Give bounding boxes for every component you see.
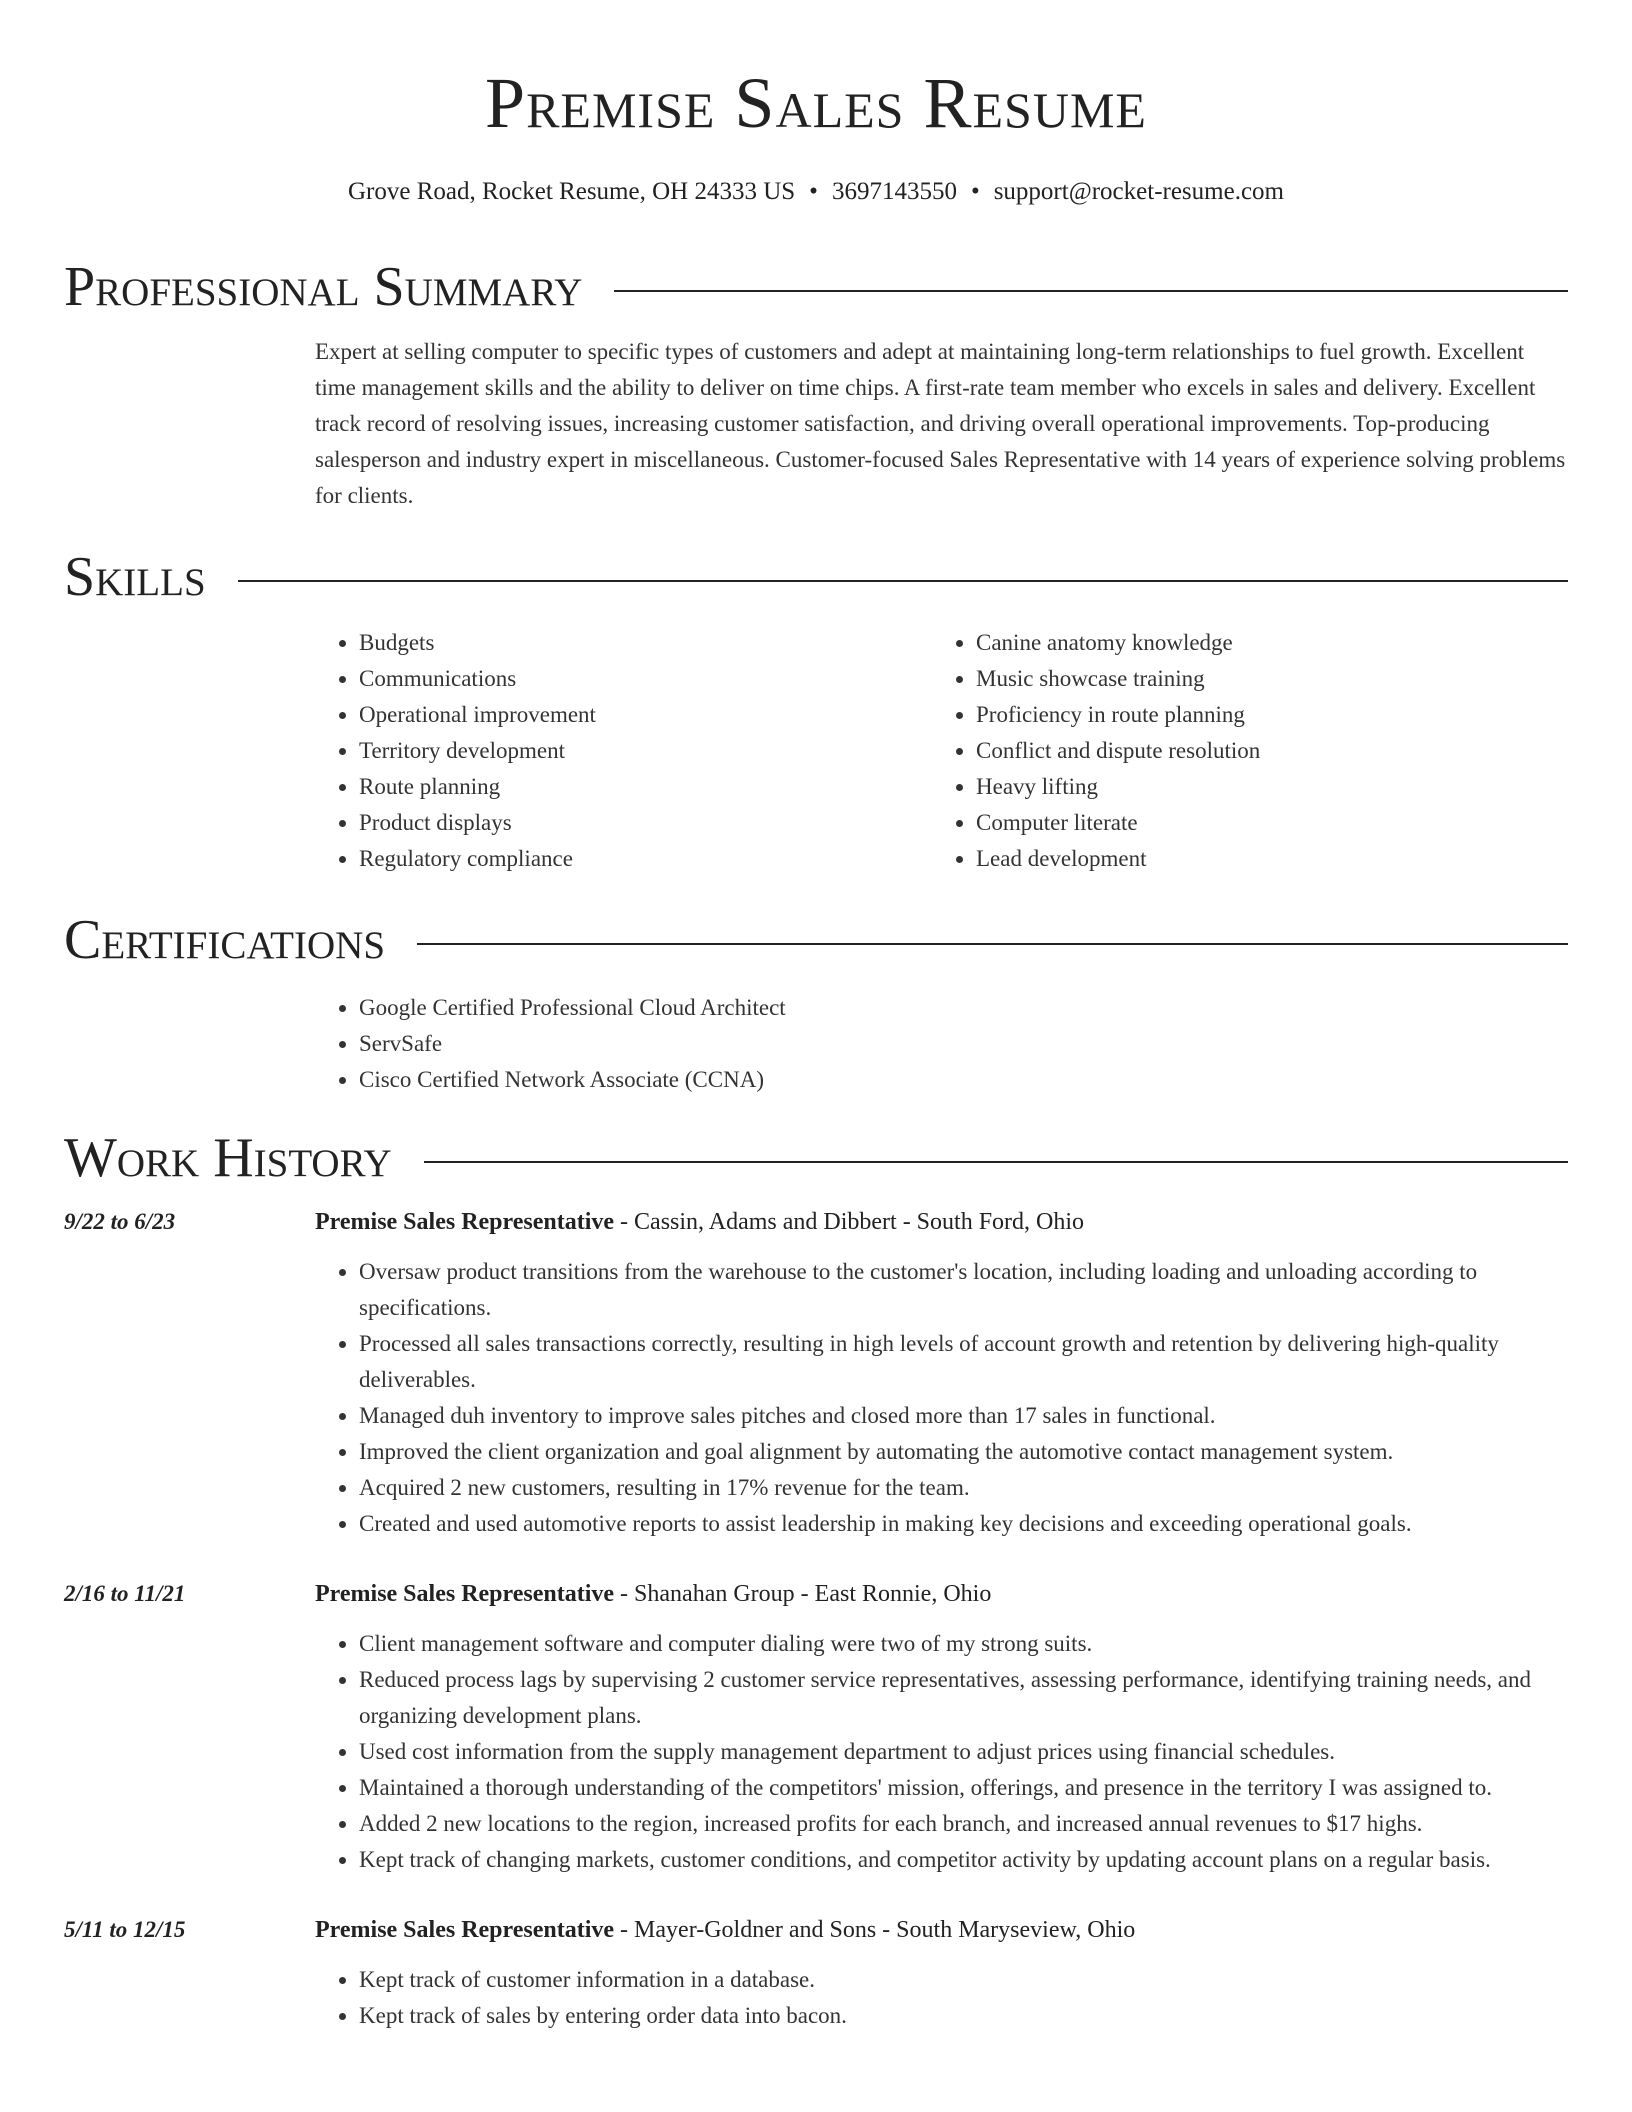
job-bullet: • Kept track of changing markets, customer conditions, and competitor activity by updating account plans on a regular basis.	[359, 1842, 1568, 1878]
job-bullet: • Oversaw product transitions from the warehouse to the customer's location, including loading and unloading according to specifications.	[359, 1254, 1568, 1326]
certifications-body	[315, 990, 1568, 1098]
job-bullets	[315, 1626, 1568, 1878]
certification-item: • Google Certified Professional Cloud Architect	[359, 990, 1568, 1026]
job-details	[315, 1576, 1568, 1878]
job-bullet: • Managed duh inventory to improve sales pitches and closed more than 17 sales in functional.	[359, 1398, 1568, 1434]
work-history-heading	[64, 1126, 1568, 1190]
section-divider	[424, 1161, 1568, 1163]
job-entry	[64, 1576, 1568, 1878]
contact-phone: 3697143550	[831, 178, 957, 205]
certifications-heading	[64, 908, 1568, 972]
job-title: Premise Sales Representative	[315, 1917, 615, 1943]
job-bullet: • Kept track of sales by entering order data into bacon.	[359, 1998, 1568, 2034]
skill-item: • Proficiency in route planning	[976, 697, 1549, 733]
job-dash: -	[620, 1917, 629, 1943]
job-bullet: • Improved the client organization and goal alignment by automating the automotive contact management system.	[359, 1434, 1568, 1470]
contact-line	[0, 175, 1632, 209]
section-divider	[417, 943, 1568, 945]
job-company: Shanahan Group - East Ronnie, Ohio	[634, 1581, 992, 1607]
certification-item: • Cisco Certified Network Associate (CCNA)	[359, 1062, 1568, 1098]
skill-item: • Computer literate	[976, 805, 1549, 841]
skills-column-right	[932, 625, 1549, 877]
job-dates: 5/11 to 12/15	[64, 1917, 186, 1942]
job-company: Cassin, Adams and Dibbert - South Ford, Ohio	[634, 1209, 1085, 1235]
skills-body	[315, 625, 1568, 877]
skills-list-left	[315, 625, 932, 877]
skill-item: • Heavy lifting	[976, 769, 1549, 805]
summary-section	[64, 255, 1568, 514]
job-details	[315, 1912, 1568, 2034]
skill-item: • Product displays	[359, 805, 932, 841]
contact-separator: •	[809, 178, 818, 205]
job-bullet: • Added 2 new locations to the region, increased profits for each branch, and increased annual revenues to $17 highs.	[359, 1806, 1568, 1842]
summary-title: Professional Summary	[64, 256, 583, 318]
skill-item: • Lead development	[976, 841, 1549, 877]
summary-text: Expert at selling computer to specific types of customers and adept at maintaining long-term relationships to fuel growth. Excellent time management skills and the ability to deliver on time chips. A first-rate team member who excels in sales and delivery. Excellent track record of resolving issues, increasing customer satisfaction, and driving overall operational improvements. Top-producing salesperson and industry expert in miscellaneous. Customer-focused Sales Representative with 14 years of experience solving problems for clients.	[315, 339, 1566, 508]
job-bullet: • Created and used automotive reports to assist leadership in making key decisions and exceeding operational goals.	[359, 1506, 1568, 1542]
work-history-section	[64, 1126, 1568, 2034]
job-header	[315, 1912, 1568, 1948]
skills-heading	[64, 545, 1568, 609]
job-company: Mayer-Goldner and Sons - South Maryseview, Ohio	[634, 1917, 1136, 1943]
job-header	[315, 1204, 1568, 1240]
section-divider	[614, 290, 1568, 292]
job-bullet: • Maintained a thorough understanding of the competitors' mission, offerings, and presence in the territory I was assigned to.	[359, 1770, 1568, 1806]
skills-column-left	[315, 625, 932, 877]
certifications-title: Certifications	[64, 909, 386, 971]
job-title: Premise Sales Representative	[315, 1209, 615, 1235]
job-dash: -	[620, 1209, 629, 1235]
contact-email[interactable]: support@rocket-resume.com	[993, 178, 1284, 205]
job-dates: 9/22 to 6/23	[64, 1209, 176, 1234]
skills-section	[64, 545, 1568, 877]
skills-title: Skills	[64, 546, 206, 608]
job-bullet: • Acquired 2 new customers, resulting in 17% revenue for the team.	[359, 1470, 1568, 1506]
skill-item: • Communications	[359, 661, 932, 697]
skill-item: • Budgets	[359, 625, 932, 661]
job-bullet: • Processed all sales transactions correctly, resulting in high levels of account growth and retention by delivering high-quality deliverables.	[359, 1326, 1568, 1398]
job-entry	[64, 1204, 1568, 1542]
skill-item: • Regulatory compliance	[359, 841, 932, 877]
job-dash: -	[620, 1581, 629, 1607]
job-details	[315, 1204, 1568, 1542]
summary-heading	[64, 255, 1568, 319]
job-bullet: • Reduced process lags by supervising 2 customer service representatives, assessing performance, identifying training needs, and organizing development plans.	[359, 1662, 1568, 1734]
skill-item: • Route planning	[359, 769, 932, 805]
skill-item: • Conflict and dispute resolution	[976, 733, 1549, 769]
contact-address: Grove Road, Rocket Resume, OH 24333 US	[348, 178, 796, 205]
job-dates: 2/16 to 11/21	[64, 1581, 186, 1606]
job-title: Premise Sales Representative	[315, 1581, 615, 1607]
skill-item: • Territory development	[359, 733, 932, 769]
skills-list-right	[932, 625, 1549, 877]
job-entry	[64, 1912, 1568, 2034]
job-bullet: • Client management software and computer dialing were two of my strong suits.	[359, 1626, 1568, 1662]
summary-body	[315, 334, 1568, 514]
job-bullets	[315, 1254, 1568, 1542]
job-bullet: • Used cost information from the supply management department to adjust prices using financial schedules.	[359, 1734, 1568, 1770]
skill-item: • Operational improvement	[359, 697, 932, 733]
job-header	[315, 1576, 1568, 1612]
certifications-list	[315, 990, 1568, 1098]
job-bullets	[315, 1962, 1568, 2034]
certifications-section	[64, 908, 1568, 1098]
contact-separator: •	[970, 178, 980, 205]
resume-name: Premise Sales Resume	[485, 63, 1147, 143]
certification-item: • ServSafe	[359, 1026, 1568, 1062]
skill-item: • Music showcase training	[976, 661, 1549, 697]
section-divider	[238, 580, 1568, 582]
skill-item: • Canine anatomy knowledge	[976, 625, 1549, 661]
work-history-title: Work History	[64, 1127, 392, 1189]
job-bullet: • Kept track of customer information in a database.	[359, 1962, 1568, 1998]
